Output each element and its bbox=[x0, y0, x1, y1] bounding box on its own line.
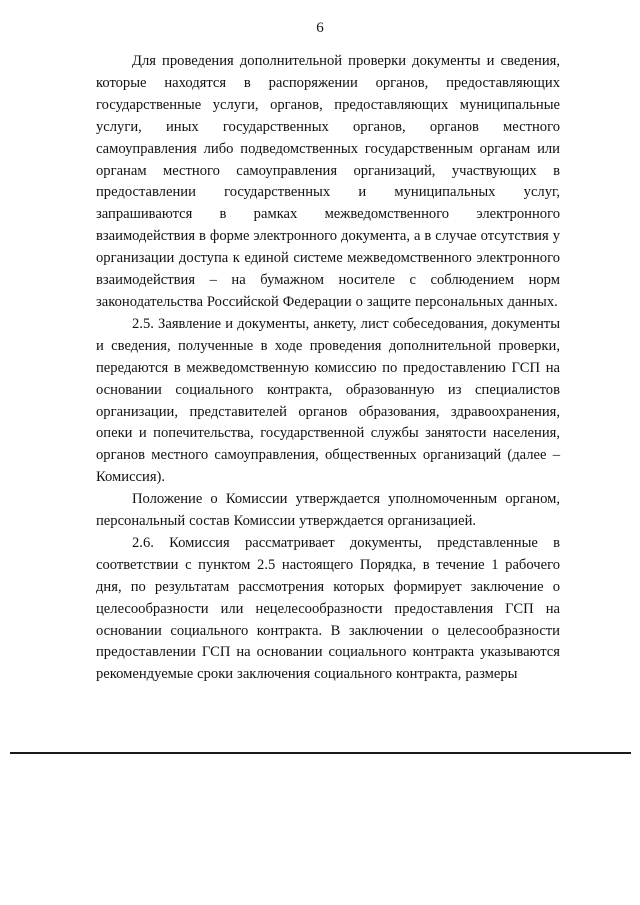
paragraph-2-6: 2.6. Комиссия рассматривает документы, представленные в соответствии с пунктом 2.5 настоящего Порядка, в течение 1 рабочего дня, по результатам рассмотрения которых формирует заключение о целесообразности или нецелесообразности предоставления ГСП на основании социального контракта. В заключении о целесообразности предоставлении ГСП на основании социального контракта указываются рекомендуемые сроки заключения социального контракта, размеры bbox=[96, 534, 560, 683]
page-divider bbox=[10, 752, 631, 754]
paragraph-2-5: 2.5. Заявление и документы, анкету, лист собеседования, документы и сведения, полученные в ходе проведения дополнительной проверки, передаются в межведомственную комиссию по предоставлению ГСП на основании социального контракта, образованную из специалистов организации, представителей органов образования, здравоохранения, опеки и попечительства, государственной службы занятости населения, органов местного самоуправления, общественных организаций (далее – Комиссия). bbox=[96, 315, 560, 486]
paragraph-additional-check: Для проведения дополнительной проверки документы и сведения, которые находятся в распоряжении органов, предоставляющих государственные услуги, органов, предоставляющих муниципальные услуги, иных государственных органов, органов местного самоуправления либо подведомственных государственным органам или органам местного самоуправления организаций, участвующих в предоставлении государственных и муниципальных услуг, запрашиваются в рамках межведомственного электронного взаимодействия в форме электронного документа, а в случае отсутствия у организации доступа к единой системе межведомственного электронного взаимодействия – на бумажном носителе с соблюдением норм законодательства Российской Федерации о защите персональных данных. bbox=[96, 53, 560, 310]
document-body bbox=[96, 51, 560, 686]
paragraph-commission-regulation: Положение о Комиссии утверждается уполномоченным органом, персональный состав Комиссии утверждается организацией. bbox=[96, 491, 560, 530]
page-number: 6 bbox=[316, 20, 324, 36]
